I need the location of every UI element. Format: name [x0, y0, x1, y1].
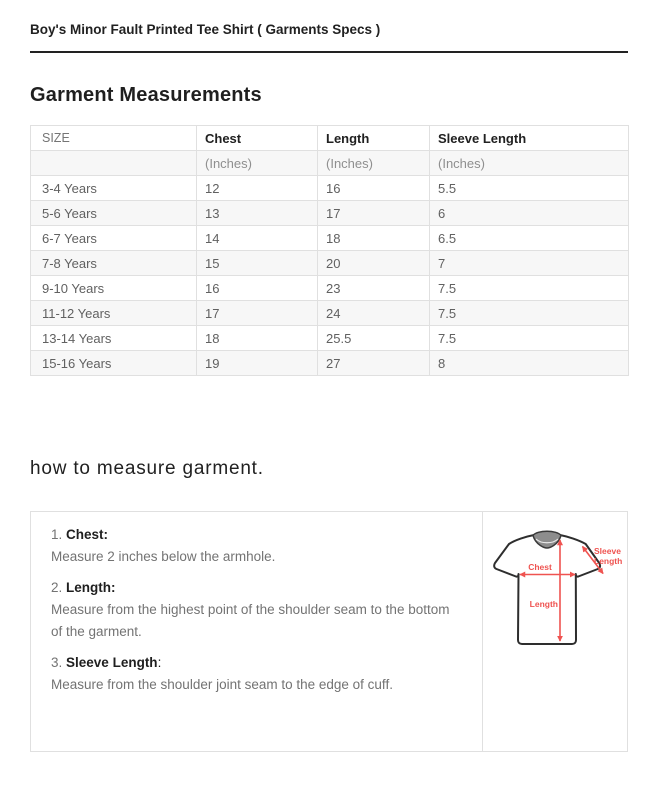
column-header-sleeve-length: Sleeve Length	[430, 126, 629, 151]
column-header-length: Length	[318, 126, 430, 151]
sleeve-cell: 8	[430, 351, 629, 376]
sleeve-cell: 7.5	[430, 301, 629, 326]
length-cell: 24	[318, 301, 430, 326]
step-number: 2.	[51, 580, 63, 595]
table-row	[31, 276, 629, 301]
sleeve-length-arrow-label-line1: Sleeve	[594, 546, 621, 556]
chest-arrow-label: Chest	[528, 562, 552, 572]
table-row	[31, 351, 629, 376]
size-cell: 6-7 Years	[31, 226, 197, 251]
step-description: Measure from the shoulder joint seam to the edge of cuff.	[51, 677, 393, 692]
size-cell: 13-14 Years	[31, 326, 197, 351]
chest-cell: 15	[197, 251, 318, 276]
units-cell-empty	[31, 151, 197, 176]
length-cell: 25.5	[318, 326, 430, 351]
size-cell: 15-16 Years	[31, 351, 197, 376]
sleeve-cell: 6	[430, 201, 629, 226]
step-description: Measure 2 inches below the armhole.	[51, 549, 276, 564]
length-cell: 27	[318, 351, 430, 376]
size-cell: 9-10 Years	[31, 276, 197, 301]
table-row	[31, 326, 629, 351]
how-to-measure-heading: how to measure garment.	[30, 458, 264, 479]
step-label: Sleeve Length	[66, 655, 158, 670]
sleeve-cell: 7.5	[430, 276, 629, 301]
step-number: 1.	[51, 527, 63, 542]
units-cell-length: (Inches)	[318, 151, 430, 176]
step-title	[51, 577, 462, 599]
instruction-step-chest	[51, 524, 462, 568]
length-cell: 17	[318, 201, 430, 226]
measure-instructions	[31, 512, 482, 751]
size-cell: 3-4 Years	[31, 176, 197, 201]
instruction-step-length	[51, 577, 462, 643]
step-label: Chest:	[66, 527, 109, 542]
length-arrow-label: Length	[529, 599, 558, 609]
chest-cell: 12	[197, 176, 318, 201]
chest-cell: 19	[197, 351, 318, 376]
length-cell: 23	[318, 276, 430, 301]
units-cell-chest: (Inches)	[197, 151, 318, 176]
chest-cell: 16	[197, 276, 318, 301]
chest-cell: 18	[197, 326, 318, 351]
instruction-step-sleeve-length	[51, 652, 462, 696]
chest-cell: 17	[197, 301, 318, 326]
length-cell: 16	[318, 176, 430, 201]
size-cell: 11-12 Years	[31, 301, 197, 326]
sleeve-cell: 6.5	[430, 226, 629, 251]
step-title: 3. Sleeve Length:	[51, 655, 162, 670]
step-number: 3.	[51, 655, 63, 670]
units-cell-sleeve: (Inches)	[430, 151, 629, 176]
table-row	[31, 226, 629, 251]
step-title	[51, 524, 462, 546]
sleeve-cell: 7	[430, 251, 629, 276]
chest-cell: 14	[197, 226, 318, 251]
size-cell: 7-8 Years	[31, 251, 197, 276]
title-divider	[30, 51, 628, 53]
column-header-chest: Chest	[197, 126, 318, 151]
column-header-size: SIZE	[31, 126, 197, 151]
table-row	[31, 301, 629, 326]
table-header-row	[31, 126, 629, 151]
size-table	[30, 125, 629, 376]
table-units-row	[31, 151, 629, 176]
length-cell: 18	[318, 226, 430, 251]
how-to-measure-box	[30, 511, 628, 752]
table-row	[31, 176, 629, 201]
tshirt-outline	[494, 535, 600, 644]
tshirt-measurement-illustration	[483, 516, 628, 668]
sleeve-cell: 7.5	[430, 326, 629, 351]
step-description: Measure from the highest point of the shoulder seam to the bottom of the garment.	[51, 602, 450, 639]
tshirt-diagram-panel	[482, 512, 627, 751]
chest-cell: 13	[197, 201, 318, 226]
table-row	[31, 201, 629, 226]
table-row	[31, 251, 629, 276]
garment-measurements-heading: Garment Measurements	[30, 84, 262, 106]
page-title: Boy's Minor Fault Printed Tee Shirt ( Garments Specs )	[30, 22, 381, 37]
step-label: Length:	[66, 580, 116, 595]
sleeve-cell: 5.5	[430, 176, 629, 201]
sleeve-length-arrow-label-line2: Length	[594, 556, 623, 566]
length-cell: 20	[318, 251, 430, 276]
size-cell: 5-6 Years	[31, 201, 197, 226]
